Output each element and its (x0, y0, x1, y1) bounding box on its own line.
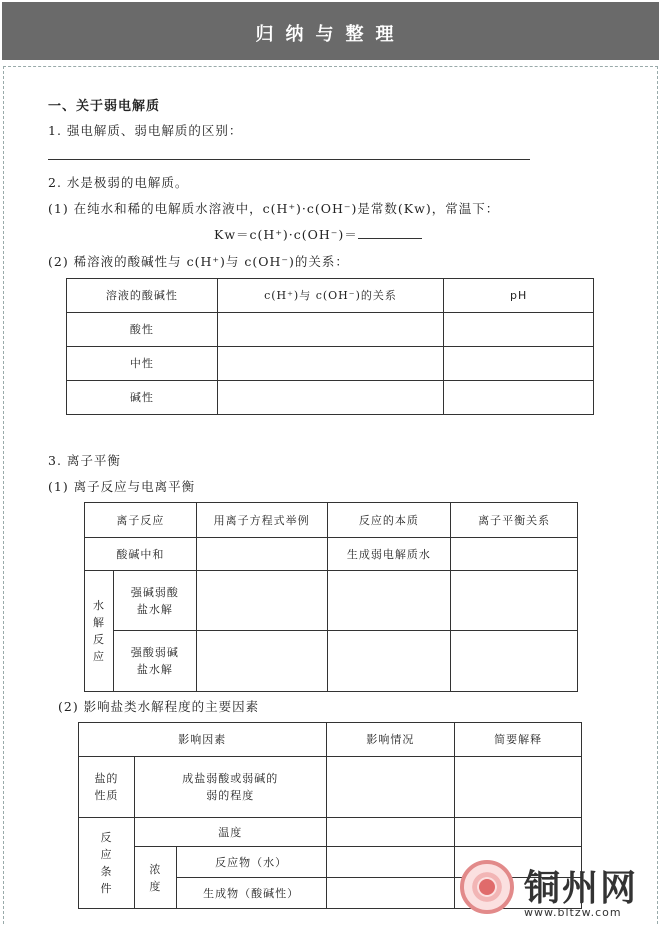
answer-cell[interactable] (326, 757, 455, 818)
answer-cell[interactable] (444, 347, 594, 381)
answer-cell[interactable] (451, 631, 578, 692)
label-line: 强碱弱酸 (130, 585, 179, 599)
answer-cell[interactable] (217, 313, 444, 347)
vertical-char: 水 (92, 599, 105, 612)
group-label-concentration (134, 847, 176, 909)
row-label-salt-nature (79, 757, 135, 818)
vertical-char: 件 (100, 882, 113, 895)
answer-cell[interactable] (326, 878, 455, 909)
watermark-logo-icon (460, 860, 514, 914)
vertical-char: 反 (92, 633, 105, 646)
answer-cell[interactable] (326, 818, 455, 847)
group-label-hydrolysis (85, 571, 114, 692)
kw-formula: Kw＝c(H⁺)·c(OH⁻)＝ (214, 227, 358, 242)
item-water-weak-electrolyte: 2. 水是极弱的电解质。 (48, 175, 189, 190)
table-header: 反应的本质 (327, 503, 451, 538)
table-header: 影响情况 (326, 723, 455, 757)
cell-reactant-water: 反应物（水） (176, 847, 326, 878)
vertical-char: 应 (100, 848, 113, 861)
answer-cell[interactable] (444, 381, 594, 415)
section-heading-ion-equilibrium: 3. 离子平衡 (48, 453, 121, 468)
cell-essence-weak-electrolyte: 生成弱电解质水 (327, 538, 451, 571)
item-strong-weak-difference: 1. 强电解质、弱电解质的区别： (48, 123, 243, 138)
answer-cell[interactable] (217, 381, 444, 415)
answer-cell[interactable] (451, 538, 578, 571)
row-label-neutralization: 酸碱中和 (85, 538, 197, 571)
vertical-char: 反 (100, 831, 113, 844)
row-label-strong-base-weak-acid (113, 571, 196, 631)
cell-temperature: 温度 (134, 818, 326, 847)
answer-cell[interactable] (196, 571, 327, 631)
label-line: 成盐弱酸或弱碱的 (182, 772, 279, 785)
answer-cell[interactable] (327, 571, 451, 631)
table-header: 影响因素 (79, 723, 327, 757)
section-banner (2, 2, 659, 60)
subheading-hydrolysis-factors: (2) 影响盐类水解程度的主要因素 (58, 699, 260, 714)
vertical-char: 浓 (149, 862, 162, 876)
answer-cell[interactable] (444, 313, 594, 347)
table-header: c(H⁺)与 c(OH⁻)的关系 (217, 279, 444, 313)
label-line: 盐水解 (136, 663, 173, 676)
row-label-acidic: 酸性 (67, 313, 218, 347)
page-title: 归纳与整理 (255, 24, 406, 45)
watermark-name: 铜州网 (524, 868, 639, 909)
row-label-neutral: 中性 (67, 347, 218, 381)
table-header: 用离子方程式举例 (196, 503, 327, 538)
ionic-reaction-table (84, 502, 578, 692)
item-kw-constant: (1) 在纯水和稀的电解质水溶液中，c(H⁺)·c(OH⁻)是常数(Kw)，常温下： (48, 201, 500, 216)
answer-cell[interactable] (196, 631, 327, 692)
watermark-url: www.bltzw.com (524, 906, 622, 919)
table-header: 离子反应 (85, 503, 197, 538)
vertical-char: 应 (92, 650, 105, 663)
kw-formula-line (214, 225, 422, 243)
table-header: 离子平衡关系 (451, 503, 578, 538)
answer-cell[interactable] (455, 757, 582, 818)
vertical-char: 条 (100, 865, 113, 878)
label-line: 性质 (94, 789, 119, 802)
answer-cell[interactable] (327, 631, 451, 692)
vertical-char: 度 (149, 879, 162, 893)
label-line: 盐的 (94, 772, 119, 785)
label-line: 强酸弱碱 (130, 646, 179, 659)
cell-weak-acid-base-degree (134, 757, 326, 818)
row-label-basic: 碱性 (67, 381, 218, 415)
acidity-table (66, 278, 594, 415)
watermark (458, 858, 658, 928)
table-header: 简要解释 (455, 723, 582, 757)
answer-cell[interactable] (217, 347, 444, 381)
group-label-reaction-conditions (79, 818, 135, 909)
table-header: pH (444, 279, 594, 313)
label-line: 弱的程度 (206, 789, 255, 802)
answer-cell[interactable] (451, 571, 578, 631)
answer-cell[interactable] (326, 847, 455, 878)
cell-product-acidity: 生成物（酸碱性） (176, 878, 326, 909)
section-heading-weak-electrolytes: 一、关于弱电解质 (48, 99, 161, 114)
subheading-ionic-reaction: (1) 离子反应与电离平衡 (48, 479, 196, 494)
item-acidity-relation: (2) 稀溶液的酸碱性与 c(H⁺)与 c(OH⁻)的关系： (48, 254, 349, 269)
label-line: 盐水解 (136, 602, 173, 616)
answer-line (48, 159, 530, 160)
row-label-strong-acid-weak-base (113, 631, 196, 692)
table-header: 溶液的酸碱性 (67, 279, 218, 313)
vertical-char: 解 (92, 616, 105, 629)
kw-answer-blank[interactable] (358, 227, 422, 239)
answer-cell[interactable] (455, 818, 582, 847)
answer-cell[interactable] (196, 538, 327, 571)
